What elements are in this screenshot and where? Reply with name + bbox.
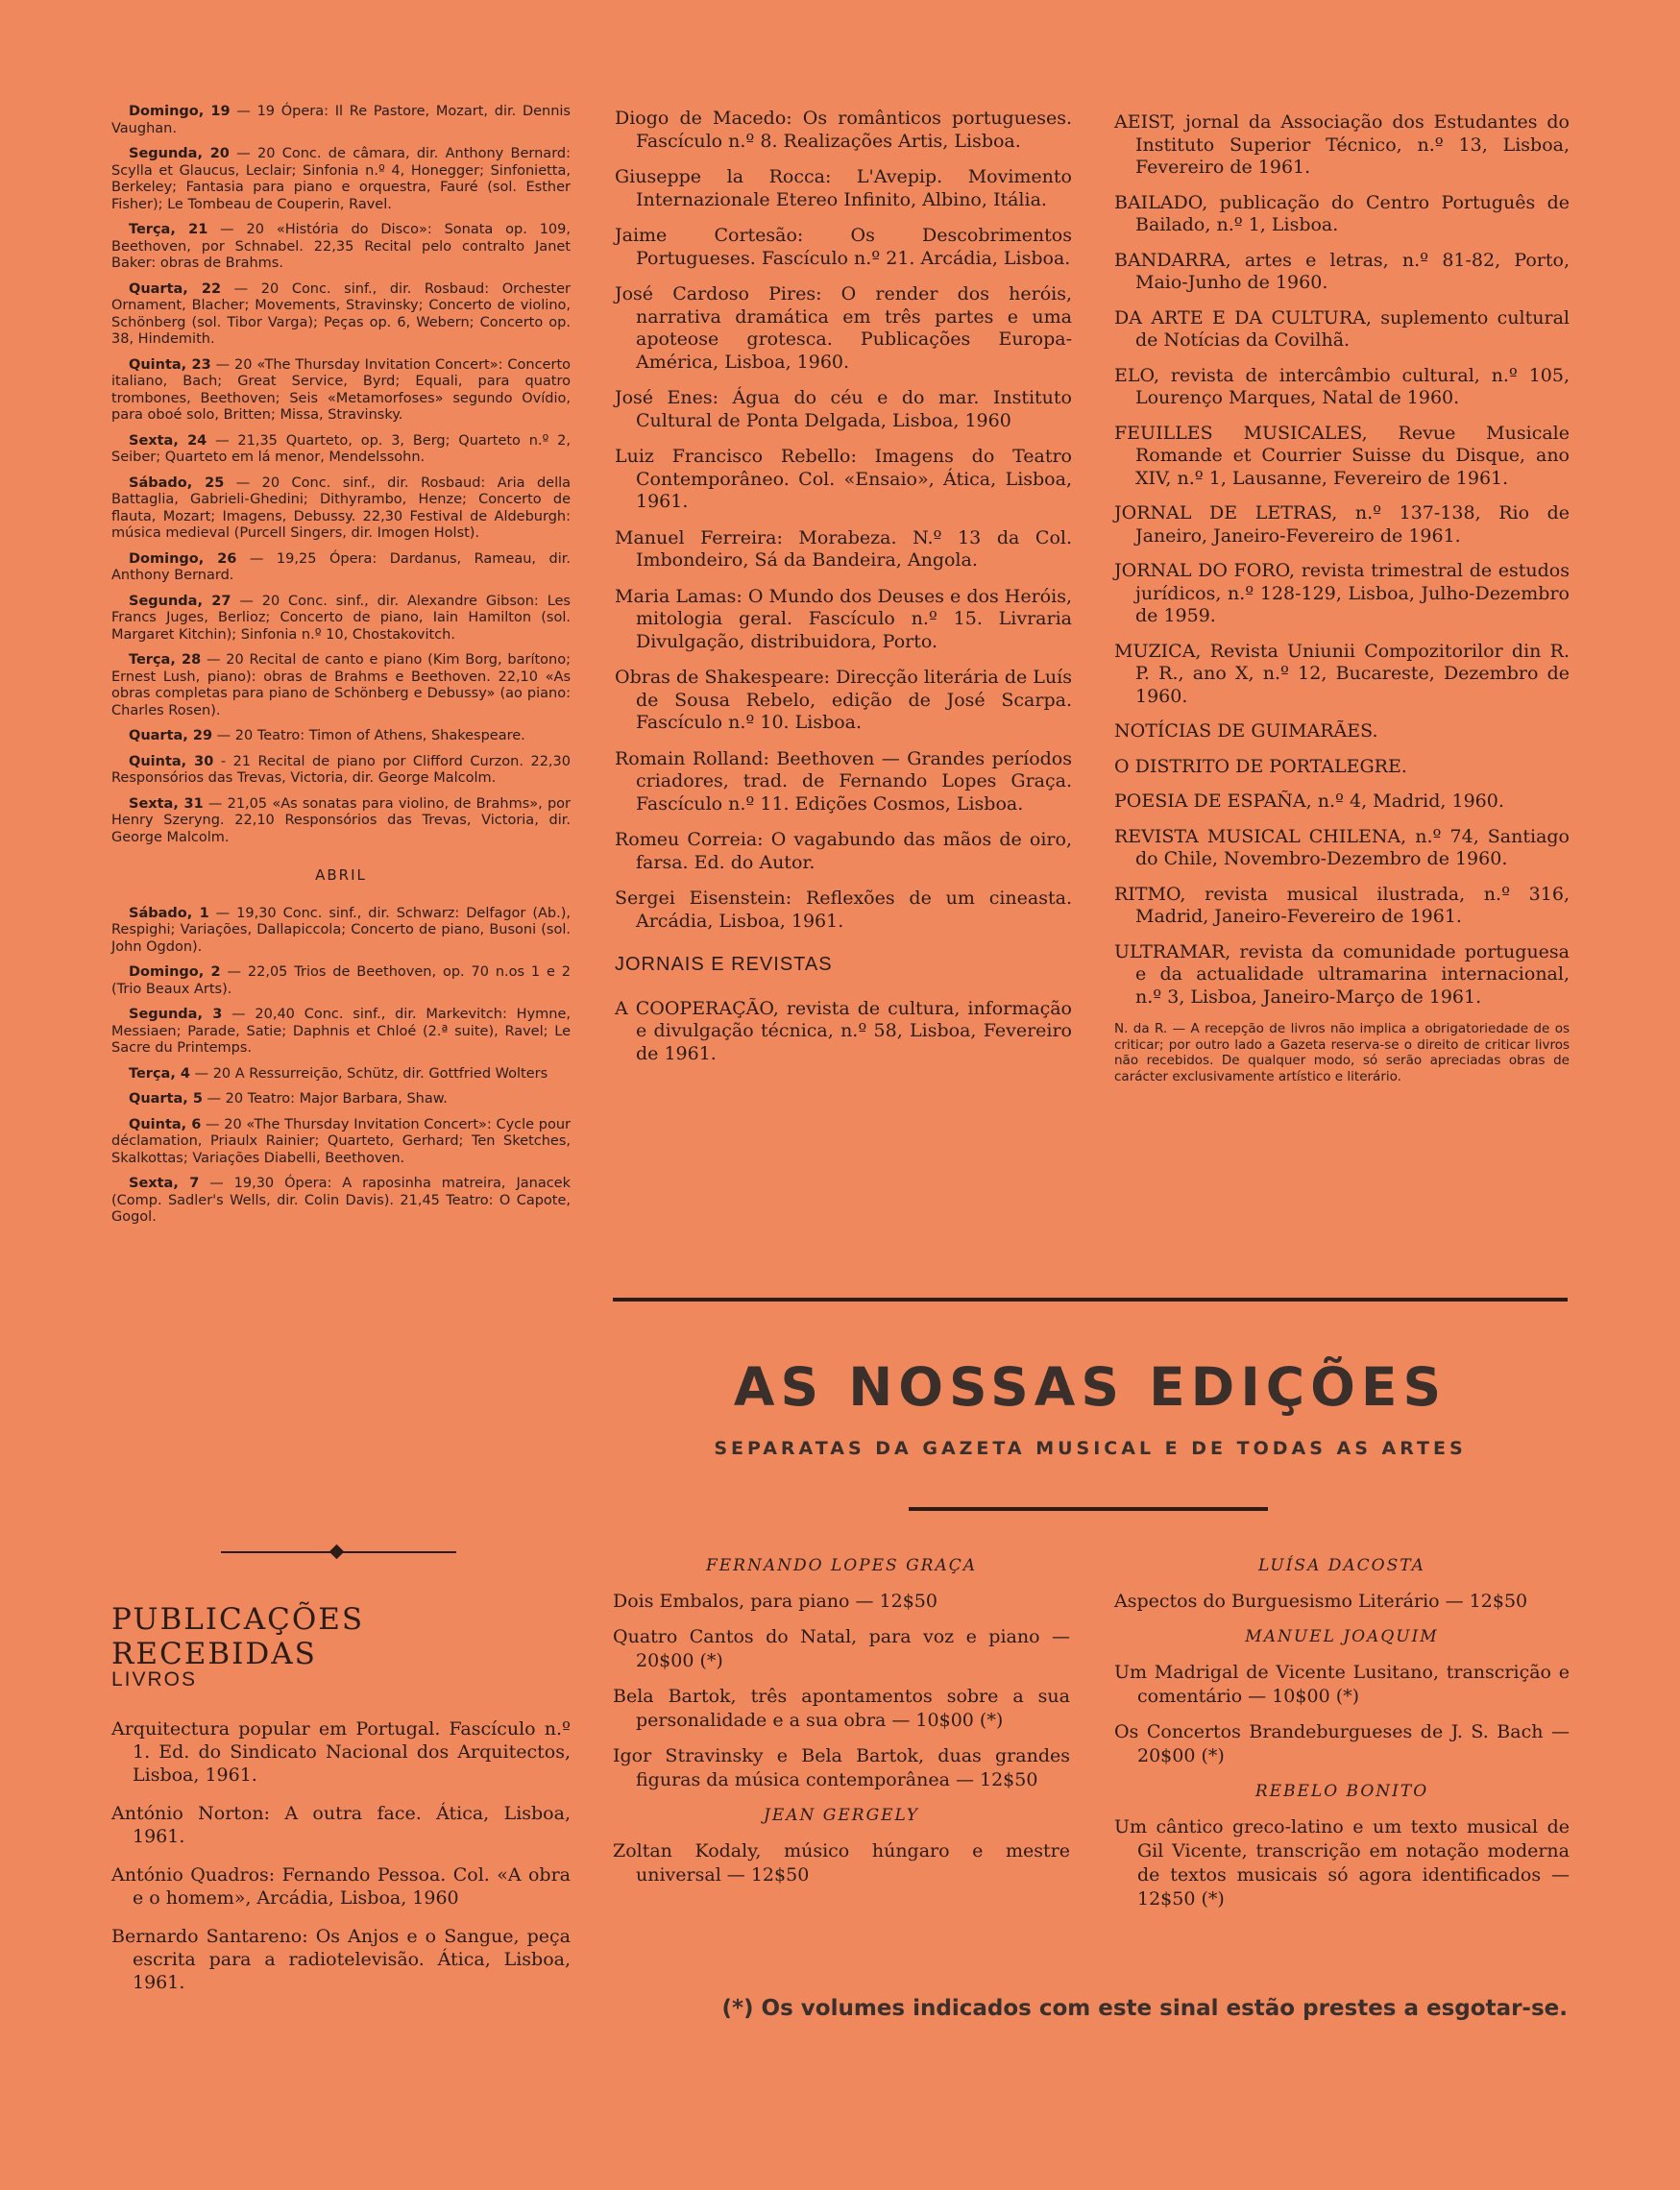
schedule-day: Sábado, 1 — [129, 905, 209, 921]
schedule-day: Quarta, 22 — [129, 280, 222, 297]
schedule-text: — 20 Conc. sinf., dir. Alexandre Gibson: Les Francs Juges, Berlioz; Concerto de piano, Iain Hamilton (sol. Margaret Kitchin); Sinfonia n.º 10, Chostakovitch. — [111, 593, 571, 643]
journal-entry: REVISTA MUSICAL CHILENA, n.º 74, Santiago do Chile, Novembro-Dezembro de 1960. — [1114, 825, 1570, 869]
diamond-icon — [329, 1545, 345, 1560]
schedule-day: Domingo, 19 — [129, 104, 231, 119]
edition-author: LUÍSA DACOSTA — [1258, 1556, 1425, 1575]
schedule-text: — 19,30 Conc. sinf., dir. Schwarz: Delfagor (Ab.), Respighi; Variações, Dallapiccola; Concerto de piano, Busoni (sol. John Ogdon). — [111, 905, 572, 955]
edition-item: Aspectos do Burguesismo Literário — 12$50 — [1114, 1591, 1528, 1612]
journal-entry: MUZICA, Revista Uniunii Compozitorilor din R. P. R., ano X, n.º 12, Bucareste, Dezembro de 1960. — [1114, 640, 1570, 707]
schedule-entry — [111, 728, 571, 745]
edition-item: Dois Embalos, para piano — 12$50 — [613, 1591, 937, 1612]
schedule-text: — 20 «The Thursday Invitation Concert»: Cycle pour déclamation, Priaulx Rainier; Quarteto, Gerhard; Ten Sketches, Skalkottas; Variações Diabelli, Beethoven. — [111, 1116, 571, 1166]
schedule-day: Segunda, 3 — [129, 1007, 223, 1022]
edition-item: Quatro Cantos do Natal, para voz e piano — 20$00 (*) — [613, 1626, 1070, 1671]
books-heading: LIVROS — [111, 1668, 198, 1691]
schedule-day: Terça, 28 — [129, 652, 202, 668]
schedule-day: Quarta, 5 — [129, 1091, 203, 1107]
schedule-day: Quinta, 23 — [129, 356, 211, 373]
schedule-text: - 21 Recital de piano por Clifford Curzon. 22,30 Responsórios das Trevas, Victoria, dir. George Malcolm. — [111, 753, 571, 786]
schedule-text: — 19 Ópera: Il Re Pastore, Mozart, dir. Dennis Vaughan. — [111, 104, 571, 136]
edition-author: FERNANDO LOPES GRAÇA — [705, 1556, 978, 1575]
schedule-entry — [111, 222, 571, 273]
month-heading: ABRIL — [315, 866, 367, 884]
section-rule-short — [909, 1507, 1268, 1511]
schedule-text: — 21,35 Quarteto, op. 3, Berg; Quarteto n.º 2, Seiber; Quarteto em lá menor, Mendelssohn. — [111, 432, 571, 465]
book-entry: Jaime Cortesão: Os Descobrimentos Portugueses. Fascículo n.º 21. Arcádia, Lisboa. — [615, 225, 1072, 269]
book-entry: Diogo de Macedo: Os românticos portugueses. Fascículo n.º 8. Realizações Artis, Lisboa. — [615, 108, 1072, 152]
schedule-entry — [111, 754, 571, 788]
schedule-text: — 20,40 Conc. sinf., dir. Markevitch: Hymne, Messiaen; Parade, Satie; Daphnis et Chloé (2.ª suite), Ravel; Le Sacre du Printemps. — [111, 1007, 571, 1056]
schedule-day: Terça, 4 — [129, 1065, 190, 1082]
schedule-day: Sexta, 24 — [129, 432, 207, 449]
journal-entry: BANDARRA, artes e letras, n.º 81-82, Porto, Maio-Junho de 1960. — [1114, 249, 1570, 293]
schedule-entry — [111, 551, 571, 585]
editions-footer-note: (*) Os volumes indicados com este sinal estão prestes a esgotar-se. — [721, 1996, 1568, 2021]
schedule-day: Quinta, 6 — [129, 1116, 202, 1132]
journal-entry: O DISTRITO DE PORTALEGRE. — [1114, 755, 1407, 777]
schedule-entry — [111, 594, 571, 645]
schedule-entry — [111, 357, 571, 425]
journal-entry: DA ARTE E DA CULTURA, suplemento cultural de Notícias da Covilhã. — [1114, 306, 1570, 351]
schedule-text: — 19,25 Ópera: Dardanus, Rameau, dir. Anthony Bernard. — [111, 550, 571, 583]
book-entry: Bernardo Santareno: Os Anjos e o Sangue, peça escrita para a radiotelevisão. Ática, Lisboa, 1961. — [111, 1926, 571, 1993]
schedule-text: — 20 Teatro: Timon of Athens, Shakespeare. — [212, 728, 525, 743]
schedule-text: — 21,05 «As sonatas para violino, de Brahms», por Henry Szeryng. 22,10 Responsórios das Trevas, Victoria, dir. George Malcolm. — [111, 795, 571, 845]
journal-entry: ELO, revista de intercâmbio cultural, n.º 105, Lourenço Marques, Natal de 1960. — [1114, 364, 1570, 408]
schedule-entry — [111, 1066, 571, 1083]
schedule-entry — [111, 104, 571, 137]
schedule-day: Sábado, 25 — [129, 474, 225, 491]
schedule-text: — 20 «História do Disco»: Sonata op. 109, Beethoven, por Schnabel. 22,35 Recital pelo contralto Janet Baker: obras de Brahms. — [111, 222, 571, 271]
edition-author: JEAN GERGELY — [764, 1806, 919, 1825]
schedule-day: Domingo, 2 — [129, 964, 221, 980]
schedule-text: — 20 Recital de canto e piano (Kim Borg, barítono; Ernest Lush, piano): obras de Brahms e Beethoven. 22,10 «As obras completas para piano de Schönberg e Debussy» (ao piano: Charles Rosen). — [111, 652, 571, 718]
books-list-col1 — [111, 1717, 571, 2009]
schedule-text: — 20 Conc. de câmara, dir. Anthony Bernard: Scylla et Glaucus, Leclair; Sinfonia n.º 4, Honegger; Sinfonietta, Berkeley; Fantasia para piano e orquestra, Fauré (sol. Esther Fisher); Le Tombeau de Couperin, Ravel. — [111, 146, 571, 212]
journal-entry: BAILADO, publicação do Centro Português de Bailado, n.º 1, Lisboa. — [1114, 191, 1570, 235]
edition-author: REBELO BONITO — [1254, 1782, 1429, 1801]
book-entry: António Quadros: Fernando Pessoa. Col. «A obra e o homem», Arcádia, Lisboa, 1960 — [111, 1864, 571, 1909]
book-entry: Sergei Eisenstein: Reflexões de um cineasta. Arcádia, Lisboa, 1961. — [615, 888, 1072, 932]
book-entry: António Norton: A outra face. Ática, Lisboa, 1961. — [111, 1803, 571, 1847]
schedule-day: Quinta, 30 — [129, 753, 214, 769]
editions-title: AS NOSSAS EDIÇÕES — [733, 1356, 1448, 1418]
journal-entry: FEUILLES MUSICALES, Revue Musicale Romande et Courrier Suisse du Disque, ano XIV, n.º 1, Lausanne, Fevereiro de 1961. — [1114, 422, 1570, 489]
journal-entry: NOTÍCIAS DE GUIMARÃES. — [1114, 720, 1378, 742]
editions-col1 — [613, 1554, 1070, 1899]
book-entry: José Enes: Água do céu e do mar. Instituto Cultural de Ponta Delgada, Lisboa, 1960 — [615, 387, 1072, 431]
schedule-text: — 19,30 Ópera: A raposinha matreira, Janacek (Comp. Sadler's Wells, dir. Colin Davis). 21,45 Teatro: O Capote, Gogol. — [111, 1176, 571, 1225]
edition-item: Os Concertos Brandeburgueses de J. S. Bach — 20$00 (*) — [1114, 1721, 1570, 1766]
schedule-day: Segunda, 20 — [129, 146, 230, 161]
schedule-day: Segunda, 27 — [129, 593, 231, 609]
book-entry: Luiz Francisco Rebello: Imagens do Teatro Contemporâneo. Col. «Ensaio», Ática, Lisboa, 1961. — [615, 446, 1072, 512]
publications-heading: PUBLICAÇÕES RECEBIDAS — [111, 1602, 365, 1671]
schedule-march — [111, 104, 571, 846]
schedule-entry — [111, 652, 571, 719]
journals-heading: JORNAIS E REVISTAS — [615, 954, 833, 975]
schedule-entry — [111, 1176, 571, 1227]
edition-item: Um Madrigal de Vicente Lusitano, transcrição e comentário — 10$00 (*) — [1114, 1662, 1570, 1707]
schedule-entry — [111, 964, 571, 998]
schedule-text: — 20 Conc. sinf., dir. Rosbaud: Aria della Battaglia, Gabrieli-Ghedini; Dithyrambo, Henze; Concerto de flauta, Mozart; Imagens, Debussy. 22,30 Festival de Aldeburgh: música medieval (Purcell Singers, dir. Imogen Holst). — [111, 474, 572, 541]
journal-entry: JORNAL DO FORO, revista trimestral de estudos jurídicos, n.º 128-129, Lisboa, Julho-Dezembro de 1959. — [1114, 560, 1570, 626]
edition-item: Um cântico greco-latino e um texto musical de Gil Vicente, transcrição em notação moderna de textos musicais só agora identificados — 12$50 (*) — [1114, 1816, 1570, 1910]
book-entry: Manuel Ferreira: Morabeza. N.º 13 da Col. Imbondeiro, Sá da Bandeira, Angola. — [615, 526, 1072, 571]
schedule-entry — [111, 1007, 571, 1058]
journals-list-col3 — [1114, 111, 1570, 1084]
schedule-entry — [111, 475, 571, 543]
schedule-text: — 22,05 Trios de Beethoven, op. 70 n.os 1 e 2 (Trio Beaux Arts). — [111, 964, 572, 997]
journal-entry: RITMO, revista musical ilustrada, n.º 316, Madrid, Janeiro-Fevereiro de 1961. — [1114, 883, 1570, 927]
schedule-text: — 20 «The Thursday Invitation Concert»: Concerto italiano, Bach; Great Service, Byrd; Equali, para quatro trombones, Beethoven; Seis «Metamorfoses» segundo Ovídio, para oboé solo, Britten; Missa, Stravinsky. — [111, 356, 571, 423]
book-entry: Romeu Correia: O vagabundo das mãos de oiro, farsa. Ed. do Autor. — [615, 829, 1072, 873]
schedule-entry — [111, 281, 571, 349]
journal-entry: ULTRAMAR, revista da comunidade portuguesa e da actualidade ultramarina internacional, n.º 3, Lisboa, Janeiro-Março de 1961. — [1114, 940, 1570, 1008]
journal-entry: JORNAL DE LETRAS, n.º 137-138, Rio de Janeiro, Janeiro-Fevereiro de 1961. — [1114, 502, 1570, 547]
schedule-day: Sexta, 7 — [129, 1176, 200, 1191]
journal-entry: A COOPERAÇÃO, revista de cultura, informação e divulgação técnica, n.º 58, Lisboa, Fevereiro de 1961. — [615, 997, 1072, 1064]
schedule-day: Quarta, 29 — [129, 728, 213, 743]
schedule-text: — 20 Teatro: Major Barbara, Shaw. — [202, 1091, 448, 1107]
editions-subtitle: SEPARATAS DA GAZETA MUSICAL E DE TODAS AS ARTES — [714, 1438, 1467, 1459]
schedule-day: Sexta, 31 — [129, 795, 204, 812]
schedule-april — [111, 906, 571, 1227]
editions-col2 — [1114, 1554, 1570, 1923]
schedule-entry — [111, 146, 571, 213]
schedule-text: — 20 Conc. sinf., dir. Rosbaud: Orchester Ornament, Blacher; Movements, Stravinsky; Concerto de violino, Schönberg (sol. Tibor Varga); Peças op. 6, Webern; Concerto op. 38, Hindemith. — [111, 280, 571, 347]
edition-item: Igor Stravinsky e Bela Bartok, duas grandes figuras da música contemporânea — 12$50 — [613, 1745, 1070, 1790]
editor-note: N. da R. — A recepção de livros não implica a obrigatoriedade de os criticar; por outro lado a Gazeta reserva-se o direito de criticar livros não recebidos. De qualquer modo, só serão apreciadas obras de carácter exclusivamente artístico e literário. — [1114, 1021, 1570, 1084]
edition-item: Bela Bartok, três apontamentos sobre a sua personalidade e a sua obra — 10$00 (*) — [613, 1686, 1070, 1731]
section-rule — [613, 1298, 1568, 1302]
book-entry: José Cardoso Pires: O render dos heróis, narrativa dramática em três partes e uma apoteose grotesca. Publicações Europa-América, Lisboa, 1960. — [615, 283, 1072, 373]
book-entry: Obras de Shakespeare: Direcção literária de Luís de Sousa Rebelo, edição de José Scarpa. Fascículo n.º 10. Lisboa. — [615, 667, 1072, 733]
schedule-entry — [111, 906, 571, 957]
journal-entry: AEIST, jornal da Associação dos Estudantes do Instituto Superior Técnico, n.º 13, Lisboa, Fevereiro de 1961. — [1114, 111, 1570, 178]
schedule-text: — 20 A Ressurreição, Schütz, dir. Gottfried Wolters — [189, 1065, 548, 1082]
book-entry: Romain Rolland: Beethoven — Grandes períodos criadores, trad. de Fernando Lopes Graça. Fascículo n.º 11. Edições Cosmos, Lisboa. — [615, 747, 1072, 815]
radio-schedule — [111, 104, 571, 1235]
schedule-entry — [111, 433, 571, 467]
journal-entry: POESIA DE ESPAÑA, n.º 4, Madrid, 1960. — [1114, 791, 1504, 812]
book-entry: Giuseppe la Rocca: L'Avepip. Movimento Internazionale Etereo Infinito, Albino, Itália. — [615, 166, 1072, 210]
book-entry: Maria Lamas: O Mundo dos Deuses e dos Heróis, mitologia geral. Fascículo n.º 15. Livraria Divulgação, distribuidora, Porto. — [615, 585, 1072, 652]
book-entry: Arquitectura popular em Portugal. Fascículo n.º 1. Ed. do Sindicato Nacional dos Arquitectos, Lisboa, 1961. — [111, 1718, 571, 1786]
edition-author: MANUEL JOAQUIM — [1245, 1627, 1439, 1646]
schedule-day: Terça, 21 — [129, 222, 208, 237]
schedule-entry — [111, 1117, 571, 1168]
schedule-entry — [111, 796, 571, 847]
edition-item: Zoltan Kodaly, músico húngaro e mestre universal — 12$50 — [613, 1840, 1070, 1886]
books-list-col2 — [615, 108, 1072, 1079]
divider-ornament — [221, 1543, 456, 1562]
schedule-day: Domingo, 26 — [129, 550, 237, 567]
schedule-entry — [111, 1091, 571, 1108]
